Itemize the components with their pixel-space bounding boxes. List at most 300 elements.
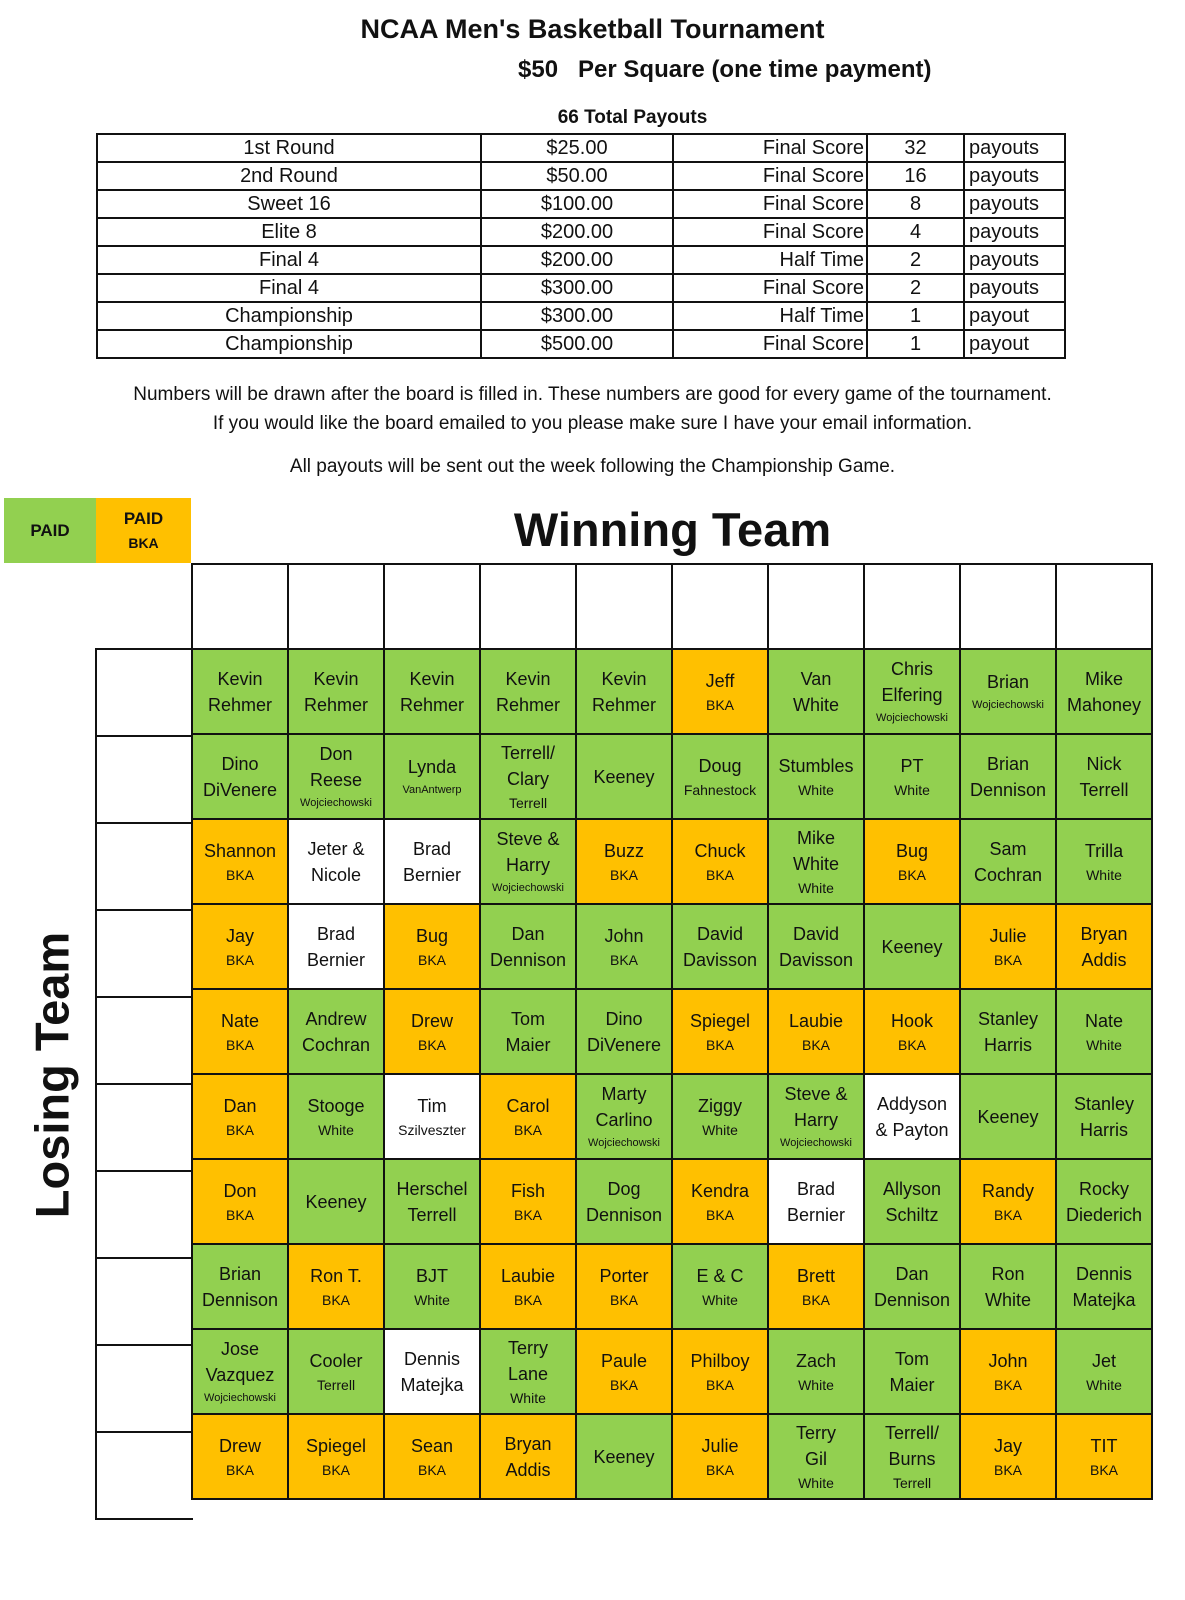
square-name-line: Harry bbox=[506, 854, 550, 875]
square bbox=[673, 1330, 769, 1415]
square bbox=[961, 905, 1057, 990]
square-name-line: Chuck bbox=[694, 840, 746, 861]
square-name-line: Kevin bbox=[313, 668, 359, 689]
payout-amount: $200.00 bbox=[481, 246, 673, 274]
square-note: Wojciechowski bbox=[780, 1136, 852, 1149]
square-name-line: Bryan bbox=[1080, 923, 1128, 944]
square bbox=[865, 1245, 961, 1330]
square bbox=[577, 905, 673, 990]
square bbox=[865, 1075, 961, 1160]
payout-count: 16 bbox=[867, 162, 964, 190]
square-note: BKA bbox=[417, 1036, 446, 1053]
square bbox=[385, 1160, 481, 1245]
square bbox=[193, 820, 289, 905]
losing-number-cell bbox=[97, 1172, 193, 1259]
square bbox=[769, 1075, 865, 1160]
square-name-line: Mike bbox=[796, 827, 835, 848]
square bbox=[481, 1245, 577, 1330]
square-name-line: DiVenere bbox=[202, 779, 278, 800]
payout-row bbox=[97, 162, 1065, 190]
square bbox=[193, 990, 289, 1075]
square-note: Wojciechowski bbox=[972, 698, 1044, 711]
square-name-line: Drew bbox=[410, 1010, 453, 1031]
winning-number-cell bbox=[1057, 565, 1153, 651]
payout-amount: $300.00 bbox=[481, 302, 673, 330]
payout-type: Half Time bbox=[673, 246, 867, 274]
square bbox=[769, 1245, 865, 1330]
note-payout-timing: All payouts will be sent out the week following the Championship Game. bbox=[289, 456, 896, 477]
square-note: BKA bbox=[705, 1206, 734, 1223]
square bbox=[673, 650, 769, 735]
losing-number-cell bbox=[97, 1433, 193, 1520]
payout-amount: $100.00 bbox=[481, 190, 673, 218]
square-note: BKA bbox=[897, 866, 926, 883]
square bbox=[1057, 1330, 1153, 1415]
square bbox=[289, 1245, 385, 1330]
square-note: BKA bbox=[993, 1206, 1022, 1223]
square bbox=[673, 1075, 769, 1160]
square bbox=[1057, 735, 1153, 820]
square-name-line: Matejka bbox=[400, 1374, 464, 1395]
square-name-line: Diederich bbox=[1065, 1204, 1143, 1225]
payout-count: 32 bbox=[867, 134, 964, 162]
square-name-line: Kevin bbox=[217, 668, 263, 689]
square bbox=[961, 735, 1057, 820]
square-name-line: White bbox=[792, 694, 839, 715]
square bbox=[673, 905, 769, 990]
square bbox=[577, 1075, 673, 1160]
square-name-line: Allyson bbox=[882, 1178, 942, 1199]
square-name-line: Spiegel bbox=[689, 1010, 751, 1031]
square-name-line: Chris bbox=[890, 658, 933, 679]
square-name-line: Zach bbox=[795, 1350, 837, 1371]
square bbox=[769, 735, 865, 820]
payout-row bbox=[97, 274, 1065, 302]
square-name-line: Lane bbox=[507, 1363, 549, 1384]
square bbox=[289, 1075, 385, 1160]
square-name-line: Nick bbox=[1086, 753, 1122, 774]
square bbox=[577, 1160, 673, 1245]
square-name-line: & Payton bbox=[875, 1119, 949, 1140]
square-note: BKA bbox=[993, 1376, 1022, 1393]
square-note: BKA bbox=[705, 1461, 734, 1478]
square bbox=[865, 990, 961, 1075]
square-name-line: Cochran bbox=[301, 1034, 371, 1055]
winning-number-cell bbox=[673, 565, 769, 651]
square-note: BKA bbox=[705, 866, 734, 883]
square bbox=[289, 735, 385, 820]
square-name-line: Paule bbox=[600, 1350, 648, 1371]
square bbox=[1057, 1075, 1153, 1160]
square-note: VanAntwerp bbox=[402, 783, 462, 796]
square bbox=[577, 1330, 673, 1415]
winning-number-cell bbox=[961, 565, 1057, 651]
square-note: BKA bbox=[609, 1291, 638, 1308]
payout-unit: payout bbox=[964, 330, 1065, 358]
losing-team-heading: Losing Team bbox=[25, 931, 79, 1219]
payout-count: 8 bbox=[867, 190, 964, 218]
square-name-line: Reese bbox=[309, 769, 363, 790]
square bbox=[385, 990, 481, 1075]
payout-amount: $300.00 bbox=[481, 274, 673, 302]
square-note: BKA bbox=[801, 1291, 830, 1308]
payout-type: Final Score bbox=[673, 134, 867, 162]
square-note: BKA bbox=[705, 1036, 734, 1053]
square-name-line: Cochran bbox=[973, 864, 1043, 885]
square-name-line: Andrew bbox=[305, 1008, 367, 1029]
payout-row bbox=[97, 190, 1065, 218]
payout-type: Final Score bbox=[673, 274, 867, 302]
square-name-line: BJT bbox=[415, 1265, 448, 1286]
payout-type: Final Score bbox=[673, 190, 867, 218]
square bbox=[673, 735, 769, 820]
square-name-line: Keeney bbox=[593, 766, 655, 787]
square bbox=[865, 820, 961, 905]
square bbox=[385, 1330, 481, 1415]
payout-unit: payouts bbox=[964, 274, 1065, 302]
square-name-line: Sean bbox=[410, 1435, 454, 1456]
square-name-line: Julie bbox=[989, 925, 1027, 946]
square bbox=[1057, 905, 1153, 990]
note-email: If you would like the board emailed to you please make sure I have your email information. bbox=[212, 413, 973, 434]
payout-row bbox=[97, 134, 1065, 162]
square-name-line: Mike bbox=[1084, 668, 1123, 689]
payout-round: Sweet 16 bbox=[97, 190, 481, 218]
square bbox=[481, 990, 577, 1075]
square bbox=[193, 1075, 289, 1160]
square-name-line: Dan bbox=[223, 1095, 257, 1116]
square-note: BKA bbox=[321, 1461, 350, 1478]
square-name-line: Dennison bbox=[489, 949, 567, 970]
square bbox=[481, 650, 577, 735]
payout-count: 4 bbox=[867, 218, 964, 246]
square-name-line: Stumbles bbox=[778, 755, 854, 776]
square bbox=[769, 1160, 865, 1245]
square bbox=[769, 1415, 865, 1500]
square bbox=[673, 820, 769, 905]
square bbox=[673, 1245, 769, 1330]
square-name-line: Carol bbox=[506, 1095, 550, 1116]
square-note: White bbox=[414, 1291, 450, 1308]
square bbox=[1057, 990, 1153, 1075]
square bbox=[193, 905, 289, 990]
square-name-line: Dennison bbox=[873, 1289, 951, 1310]
square-name-line: Kevin bbox=[409, 668, 455, 689]
square bbox=[1057, 1245, 1153, 1330]
square-note: BKA bbox=[993, 1461, 1022, 1478]
square-name-line: Stanley bbox=[977, 1008, 1039, 1029]
square bbox=[193, 735, 289, 820]
square-name-line: Dog bbox=[607, 1178, 641, 1199]
losing-number-cell bbox=[97, 650, 193, 737]
square bbox=[865, 905, 961, 990]
square bbox=[673, 990, 769, 1075]
square-name-line: Nate bbox=[220, 1010, 260, 1031]
square bbox=[961, 1160, 1057, 1245]
square bbox=[865, 1415, 961, 1500]
square-note: BKA bbox=[513, 1291, 542, 1308]
payout-amount: $25.00 bbox=[481, 134, 673, 162]
winning-team-heading: Winning Team bbox=[513, 503, 832, 556]
square-note: Wojciechowski bbox=[876, 711, 948, 724]
page-title: NCAA Men's Basketball Tournament bbox=[360, 14, 825, 44]
square-name-line: Carlino bbox=[595, 1109, 653, 1130]
square bbox=[289, 990, 385, 1075]
square-name-line: Steve & bbox=[784, 1083, 848, 1104]
square-note: BKA bbox=[705, 696, 734, 713]
square-name-line: Dennison bbox=[969, 779, 1047, 800]
payout-unit: payout bbox=[964, 302, 1065, 330]
square bbox=[193, 1160, 289, 1245]
square-name-line: Dennis bbox=[1075, 1263, 1133, 1284]
square-name-line: Harry bbox=[794, 1109, 838, 1130]
payout-round: 2nd Round bbox=[97, 162, 481, 190]
square bbox=[769, 1330, 865, 1415]
payout-round: Elite 8 bbox=[97, 218, 481, 246]
square-name-line: Harris bbox=[1080, 1119, 1128, 1140]
square bbox=[481, 735, 577, 820]
squares-board bbox=[191, 648, 1153, 1500]
square bbox=[961, 1245, 1057, 1330]
square-note: BKA bbox=[225, 1121, 254, 1138]
square bbox=[193, 650, 289, 735]
square-note: White bbox=[318, 1121, 354, 1138]
square-name-line: Terry bbox=[508, 1337, 548, 1358]
square-name-line: Davisson bbox=[778, 949, 854, 970]
payout-count: 1 bbox=[867, 302, 964, 330]
square-note: BKA bbox=[417, 1461, 446, 1478]
square bbox=[385, 735, 481, 820]
square bbox=[385, 905, 481, 990]
payout-type: Final Score bbox=[673, 330, 867, 358]
square bbox=[1057, 1160, 1153, 1245]
square-name-line: Terrell/ bbox=[884, 1422, 939, 1443]
square-name-line: Marty bbox=[601, 1083, 647, 1104]
square-name-line: Keeney bbox=[881, 936, 943, 957]
square-name-line: Van bbox=[800, 668, 832, 689]
square-name-line: Addis bbox=[1081, 949, 1127, 970]
square-name-line: Dennison bbox=[201, 1289, 279, 1310]
square-note: White bbox=[1086, 866, 1122, 883]
square-name-line: Dan bbox=[895, 1263, 929, 1284]
square-name-line: Brian bbox=[218, 1263, 262, 1284]
square-note: Wojciechowski bbox=[588, 1136, 660, 1149]
losing-number-cell bbox=[97, 737, 193, 824]
square-name-line: Terrell bbox=[407, 1204, 457, 1225]
payout-count: 2 bbox=[867, 274, 964, 302]
square-note: Wojciechowski bbox=[204, 1391, 276, 1404]
square-name-line: Brad bbox=[796, 1178, 836, 1199]
square-name-line: Tim bbox=[417, 1095, 447, 1116]
square bbox=[673, 1160, 769, 1245]
payout-type: Final Score bbox=[673, 162, 867, 190]
square-name-line: Maier bbox=[505, 1034, 551, 1055]
square-name-line: Bernier bbox=[402, 864, 462, 885]
winning-number-cell bbox=[193, 565, 289, 651]
square bbox=[577, 735, 673, 820]
square-name-line: White bbox=[984, 1289, 1031, 1310]
square bbox=[193, 1330, 289, 1415]
losing-number-cell bbox=[97, 911, 193, 998]
square bbox=[673, 1415, 769, 1500]
square bbox=[961, 1415, 1057, 1500]
square-name-line: Dan bbox=[511, 923, 545, 944]
payout-round: Final 4 bbox=[97, 274, 481, 302]
square-name-line: Bernier bbox=[786, 1204, 846, 1225]
payout-unit: payouts bbox=[964, 162, 1065, 190]
square bbox=[961, 1075, 1057, 1160]
square-name-line: Ron bbox=[991, 1263, 1025, 1284]
square-note: BKA bbox=[225, 1461, 254, 1478]
square-name-line: Matejka bbox=[1072, 1289, 1136, 1310]
square bbox=[385, 650, 481, 735]
square-name-line: John bbox=[988, 1350, 1028, 1371]
square-note: BKA bbox=[225, 951, 254, 968]
square-name-line: Randy bbox=[981, 1180, 1035, 1201]
square bbox=[577, 990, 673, 1075]
square bbox=[577, 1415, 673, 1500]
square-name-line: Maier bbox=[889, 1374, 935, 1395]
square-name-line: Vazquez bbox=[205, 1364, 275, 1385]
square-note: White bbox=[1086, 1376, 1122, 1393]
square-name-line: Philboy bbox=[690, 1350, 750, 1371]
square-note: BKA bbox=[801, 1036, 830, 1053]
payout-amount: $500.00 bbox=[481, 330, 673, 358]
total-payouts: 66 Total Payouts bbox=[557, 107, 708, 128]
square-name-line: Bug bbox=[415, 925, 449, 946]
square-name-line: Burns bbox=[888, 1448, 936, 1469]
square-note: White bbox=[510, 1389, 546, 1406]
winning-number-cell bbox=[865, 565, 961, 651]
square-name-line: Brad bbox=[412, 838, 452, 859]
square-note: BKA bbox=[705, 1376, 734, 1393]
square-name-line: Hook bbox=[890, 1010, 934, 1031]
square-name-line: Shannon bbox=[203, 840, 277, 861]
square-name-line: Jet bbox=[1091, 1350, 1116, 1371]
square-note: White bbox=[798, 1376, 834, 1393]
square-name-line: Buzz bbox=[603, 840, 645, 861]
square-name-line: David bbox=[696, 923, 744, 944]
square bbox=[865, 1160, 961, 1245]
payout-amount: $200.00 bbox=[481, 218, 673, 246]
winning-number-cell bbox=[577, 565, 673, 651]
square-note: White bbox=[1086, 1036, 1122, 1053]
square-note: BKA bbox=[609, 866, 638, 883]
square-name-line: PT bbox=[900, 755, 924, 776]
square-name-line: Porter bbox=[599, 1265, 649, 1286]
square-name-line: Keeney bbox=[593, 1446, 655, 1467]
square bbox=[1057, 650, 1153, 735]
square-name-line: Don bbox=[223, 1180, 257, 1201]
square-name-line: Ron T. bbox=[310, 1265, 362, 1286]
square bbox=[961, 990, 1057, 1075]
square-note: BKA bbox=[897, 1036, 926, 1053]
square bbox=[481, 905, 577, 990]
square-name-line: Don bbox=[319, 743, 353, 764]
square-name-line: Keeney bbox=[305, 1191, 367, 1212]
square-name-line: Steve & bbox=[496, 828, 560, 849]
square-name-line: Bug bbox=[895, 840, 929, 861]
payout-round: Championship bbox=[97, 330, 481, 358]
square-name-line: Kevin bbox=[505, 668, 551, 689]
square bbox=[385, 1245, 481, 1330]
square-name-line: Rehmer bbox=[399, 694, 465, 715]
square-name-line: DiVenere bbox=[586, 1034, 662, 1055]
square-name-line: Kevin bbox=[601, 668, 647, 689]
payout-row bbox=[97, 302, 1065, 330]
square-name-line: Kendra bbox=[690, 1180, 750, 1201]
square-name-line: Brad bbox=[316, 923, 356, 944]
square-note: White bbox=[702, 1291, 738, 1308]
square-name-line: Brian bbox=[986, 671, 1030, 692]
payout-type: Final Score bbox=[673, 218, 867, 246]
square bbox=[1057, 820, 1153, 905]
square bbox=[577, 650, 673, 735]
winning-number-cell bbox=[385, 565, 481, 651]
square-name-line: Stanley bbox=[1073, 1093, 1135, 1114]
payout-row bbox=[97, 330, 1065, 358]
square-name-line: John bbox=[604, 925, 644, 946]
losing-number-cell bbox=[97, 824, 193, 911]
payout-unit: payouts bbox=[964, 246, 1065, 274]
square bbox=[481, 1415, 577, 1500]
winning-number-cell bbox=[769, 565, 865, 651]
square-name-line: Elfering bbox=[881, 684, 943, 705]
square bbox=[865, 650, 961, 735]
winning-numbers-row bbox=[191, 563, 1153, 651]
winning-number-cell bbox=[481, 565, 577, 651]
square bbox=[385, 820, 481, 905]
square-name-line: Davisson bbox=[682, 949, 758, 970]
square-name-line: Nate bbox=[1084, 1010, 1124, 1031]
square-name-line: Terrell bbox=[1079, 779, 1129, 800]
square-note: Wojciechowski bbox=[300, 796, 372, 809]
square bbox=[289, 1160, 385, 1245]
square-name-line: Jeter & bbox=[307, 838, 365, 859]
losing-numbers-column bbox=[95, 648, 193, 1520]
square bbox=[769, 820, 865, 905]
square bbox=[481, 1075, 577, 1160]
square bbox=[961, 650, 1057, 735]
payout-unit: payouts bbox=[964, 190, 1065, 218]
square-name-line: Ziggy bbox=[697, 1095, 742, 1116]
square bbox=[961, 820, 1057, 905]
square-name-line: Julie bbox=[701, 1435, 739, 1456]
payout-round: 1st Round bbox=[97, 134, 481, 162]
square-note: White bbox=[894, 781, 930, 798]
square-name-line: TIT bbox=[1090, 1435, 1118, 1456]
square-name-line: Drew bbox=[218, 1435, 261, 1456]
square-name-line: Herschel bbox=[396, 1178, 468, 1199]
payout-table bbox=[96, 133, 1066, 359]
square-name-line: Dino bbox=[605, 1008, 643, 1029]
square-name-line: Rehmer bbox=[591, 694, 657, 715]
square-name-line: E & C bbox=[696, 1265, 744, 1286]
square-name-line: Clary bbox=[506, 768, 549, 789]
square-note: BKA bbox=[513, 1206, 542, 1223]
square-name-line: Terrell/ bbox=[500, 742, 555, 763]
square bbox=[193, 1245, 289, 1330]
losing-number-cell bbox=[97, 1085, 193, 1172]
square-name-line: Bryan bbox=[504, 1433, 552, 1454]
square-name-line: Schiltz bbox=[885, 1204, 939, 1225]
square-name-line: Dennis bbox=[403, 1348, 461, 1369]
square bbox=[769, 650, 865, 735]
square-name-line: Rehmer bbox=[207, 694, 273, 715]
square bbox=[481, 1160, 577, 1245]
square-name-line: Spiegel bbox=[305, 1435, 367, 1456]
square-name-line: Jose bbox=[220, 1338, 260, 1359]
